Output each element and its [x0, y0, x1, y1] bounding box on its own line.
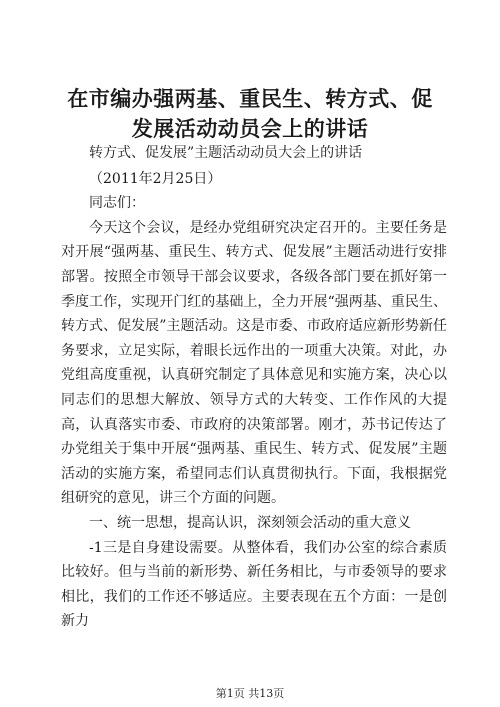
document-body [61, 141, 447, 634]
body-paragraph: -1三是自身建设需要。从整体看，我们办公室的综合素质比较好。但与当前的新形势、新任务相比，与市委领导的要求相比，我们的工作还不够适应。主要表现在五个方面：一是创新力 [61, 539, 447, 630]
body-paragraph: 今天这个会议，是经办党组研究决定召开的。主要任务是对开展“强两基、重民生、转方式、促发展”主题活动进行安排部署。按照全市领导干部会议要求，各级各部门要在抓好第一季度工作，实现开门红的基础上，全力开展“强两基、重民生、转方式、促发展”主题活动。这是市委、市政府适应新形势新任务要求，立足实际，着眼长远作出的一项重大决策。对此，办党组高度重视，认真研究制定了具体意见和实施方案，决心以同志们的思想大解放、领导方式的大转变、工作作风的大提高，认真落实市委、市政府的决策部署。刚才，苏书记传达了办党组关于集中开展“强两基、重民生、转方式、促发展”主题活动的实施方案，希望同志们认真贯彻执行。下面，我根据党组研究的意见，讲三个方面的问题。 [61, 219, 447, 507]
date-paragraph: （2011年2月25日） [89, 170, 222, 187]
document-title: 在市编办强两基、重民生、转方式、促发展活动动员会上的讲话 [67, 86, 433, 141]
subtitle-paragraph: 转方式、促发展”主题活动动员大会上的讲话 [89, 145, 363, 161]
salutation-paragraph: 同志们： [89, 195, 145, 212]
section-heading: 一、统一思想，提高认识，深刻领会活动的重大意义 [89, 514, 411, 531]
page-footer: 第1页 共13页 [215, 687, 285, 700]
